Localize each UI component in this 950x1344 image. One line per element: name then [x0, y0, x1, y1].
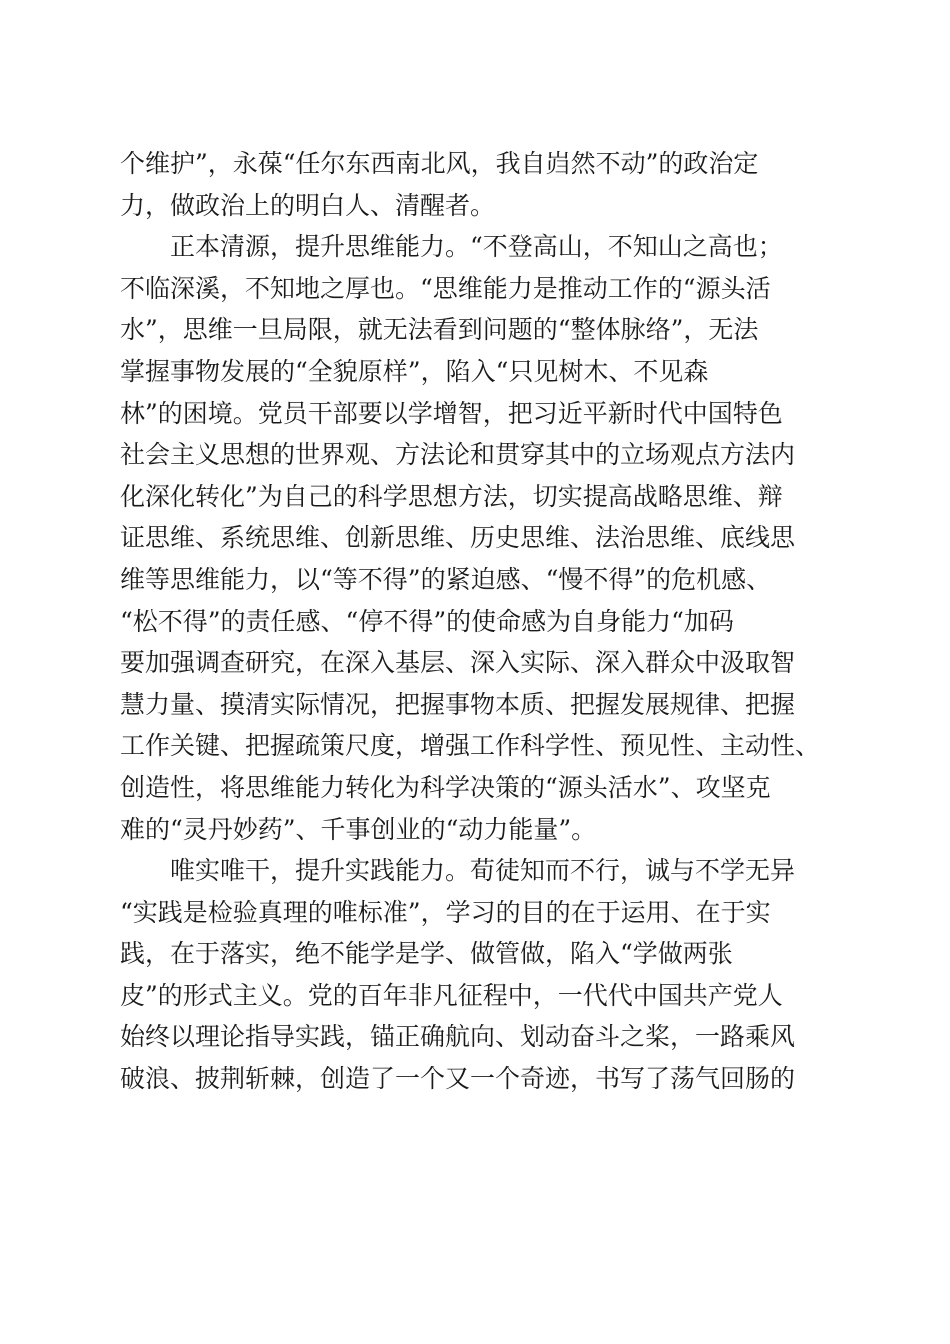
- text-line: 社会主义思想的世界观、方法论和贯穿其中的立场观点方法内: [120, 440, 796, 470]
- text-line: 要加强调查研究，在深入基层、深入实际、深入群众中汲取智: [120, 648, 796, 678]
- text-line: 工作关键、把握疏策尺度，增强工作科学性、预见性、主动性、: [120, 731, 821, 761]
- paragraph-start-line: 正本清源，提升思维能力。“不登高山，不知山之高也；: [170, 232, 783, 262]
- text-line: 个维护”，永葆“任尔东西南北风，我自岿然不动”的政治定: [120, 149, 759, 178]
- text-line: 水”，思维一旦局限，就无法看到问题的“整体脉络”，无法: [120, 315, 759, 345]
- text-line: 化深化转化”为自己的科学思想方法，切实提高战略思维、辩: [120, 481, 783, 511]
- text-line: “实践是检验真理的唯标准”，学习的目的在于运用、在于实: [120, 897, 771, 927]
- text-line: 创造性，将思维能力转化为科学决策的“源头活水”、攻坚克: [120, 772, 771, 802]
- text-line: “松不得”的责任感、“停不得”的使命感为自身能力“加码: [120, 606, 734, 636]
- text-line: 掌握事物发展的“全貌原样”，陷入“只见树木、不见森: [120, 356, 709, 386]
- text-line: 破浪、披荆斩棘，创造了一个又一个奇迹，书写了荡气回肠的: [120, 1064, 796, 1094]
- text-line: 皮”的形式主义。党的百年非凡征程中，一代代中国共产党人: [120, 980, 783, 1010]
- text-line: 林”的困境。党员干部要以学增智，把习近平新时代中国特色: [120, 398, 783, 428]
- body-text: [120, 143, 840, 1100]
- paragraph-start-line: 唯实唯干，提升实践能力。荀徒知而不行，诚与不学无异: [170, 856, 796, 886]
- text-line: 不临深溪，不知地之厚也。“思维能力是推动工作的“源头活: [120, 273, 771, 303]
- text-line: 力，做政治上的明白人、清醒者。: [120, 190, 496, 220]
- text-line: 慧力量、摸清实际情况，把握事物本质、把握发展规律、把握: [120, 689, 796, 719]
- text-line: 践，在于落实，绝不能学是学、做管做，陷入“学做两张: [120, 939, 733, 969]
- text-line: 始终以理论指导实践，锚正确航向、划动奋斗之桨，一路乘风: [120, 1022, 796, 1052]
- text-line: 难的“灵丹妙药”、千事创业的“动力能量”。: [120, 814, 597, 844]
- text-line: 证思维、系统思维、创新思维、历史思维、法治思维、底线思: [120, 523, 796, 553]
- text-line: 维等思维能力，以“等不得”的紧迫感、“慢不得”的危机感、: [120, 564, 772, 594]
